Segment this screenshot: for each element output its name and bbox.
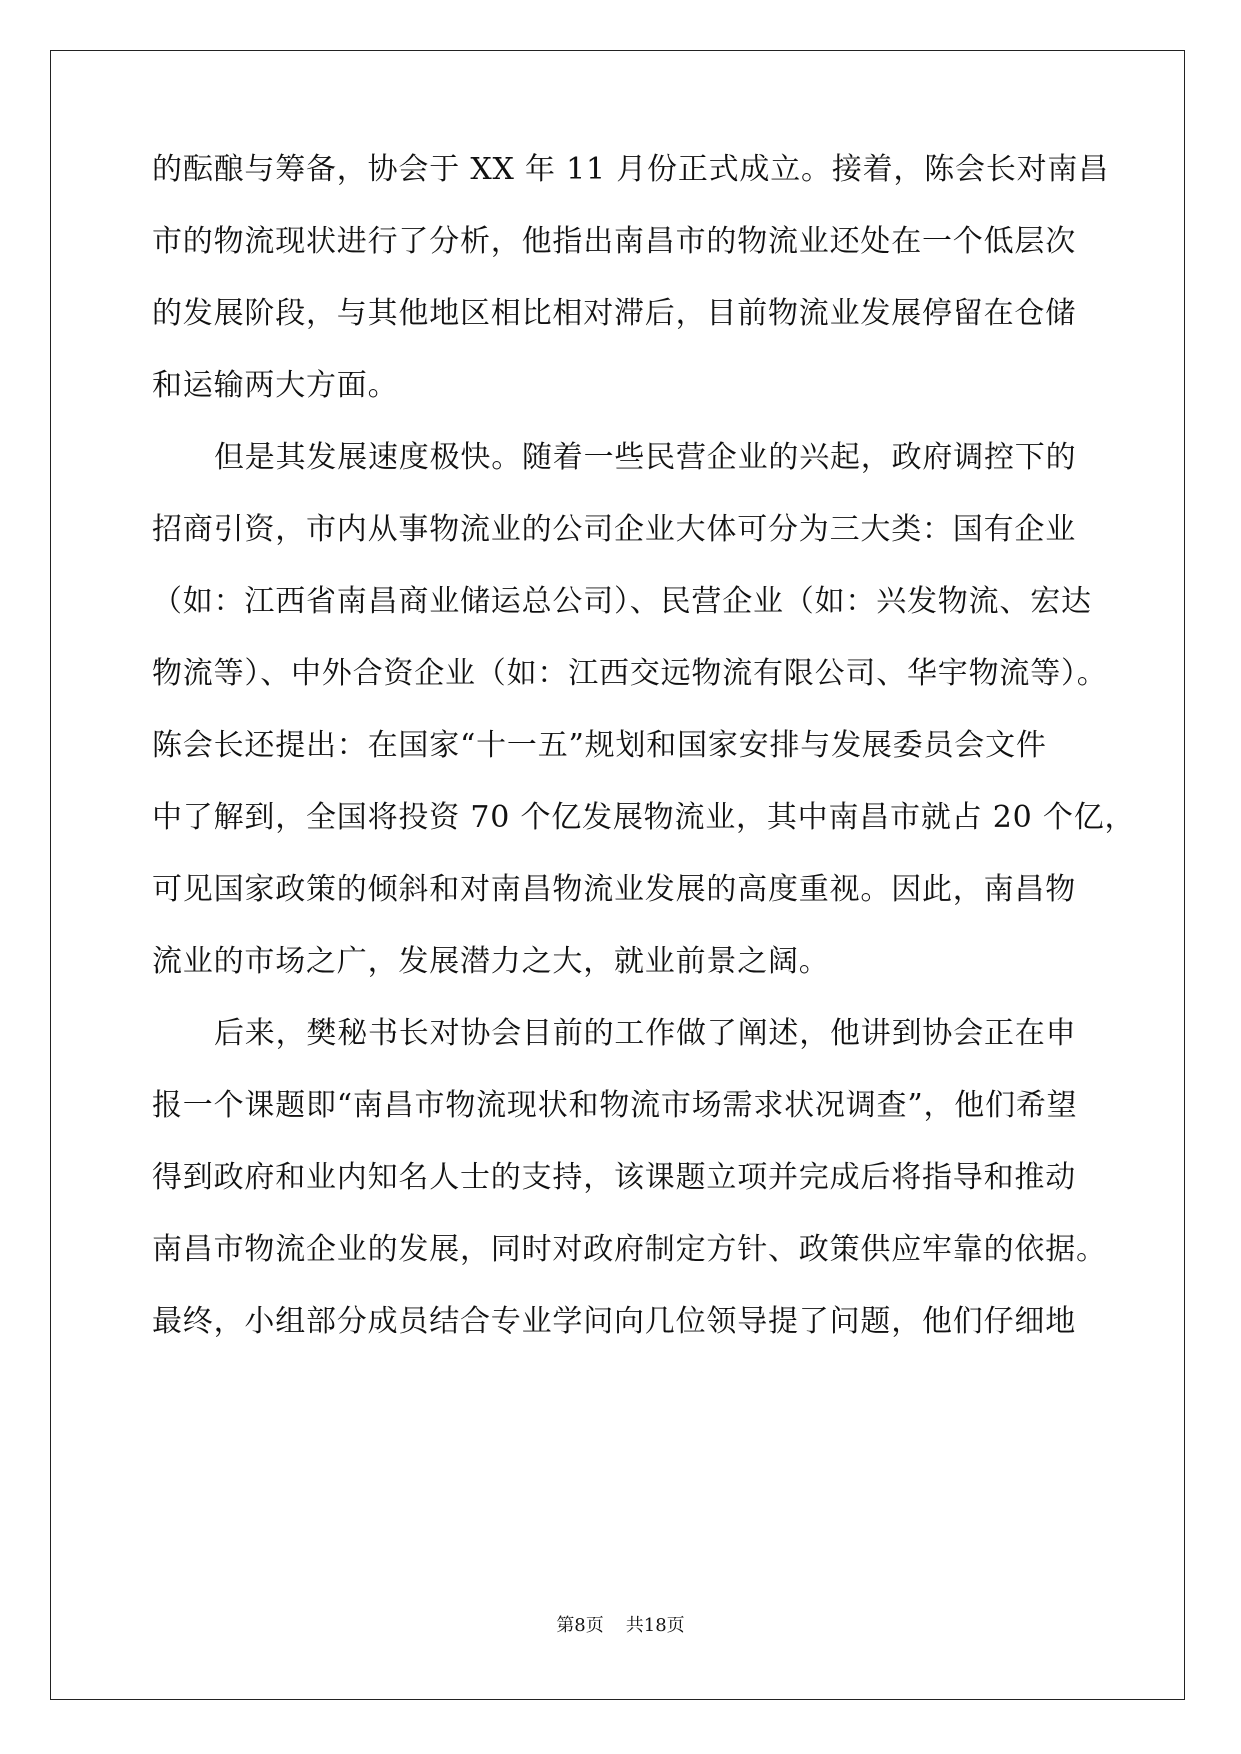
body-line-3: 的发展阶段，与其他地区相比相对滞后，目前物流业发展停留在仓储 [152, 296, 1076, 331]
body-line-12: 流业的市场之广，发展潜力之大，就业前景之阔。 [152, 944, 830, 979]
body-line-8: 物流等）、中外合资企业（如：江西交远物流有限公司、华宇物流等）。 [152, 656, 1108, 691]
body-line-16: 南昌市物流企业的发展，同时对政府制定方针、政策供应牢靠的依据。 [152, 1232, 1107, 1267]
body-line-10: 中了解到，全国将投资 70 个亿发展物流业，其中南昌市就占 20 个亿， [152, 800, 1136, 835]
current-page-label: 第8页 [556, 1615, 604, 1636]
body-line-2: 市的物流现状进行了分析，他指出南昌市的物流业还处在一个低层次 [152, 224, 1076, 259]
body-line-17: 最终，小组部分成员结合专业学问向几位领导提了问题，他们仔细地 [152, 1304, 1076, 1339]
body-line-14: 报一个课题即“南昌市物流现状和物流市场需求状况调查”，他们希望 [152, 1088, 1078, 1123]
body-line-15: 得到政府和业内知名人士的支持，该课题立项并完成后将指导和推动 [152, 1160, 1076, 1195]
total-pages-label: 共18页 [625, 1615, 685, 1636]
paragraph-3-first-line: 后来，樊秘书长对协会目前的工作做了阐述，他讲到协会正在申 [214, 1016, 1077, 1051]
body-line-7: （如：江西省南昌商业储运总公司）、民营企业（如：兴发物流、宏达 [152, 584, 1092, 619]
body-line-4: 和运输两大方面。 [152, 368, 399, 403]
page-footer [0, 1614, 1241, 1638]
body-line-1: 的酝酿与筹备，协会于 XX 年 11 月份正式成立。接着，陈会长对南昌 [152, 152, 1110, 187]
paragraph-2-first-line: 但是其发展速度极快。随着一些民营企业的兴起，政府调控下的 [214, 440, 1077, 475]
body-line-6: 招商引资，市内从事物流业的公司企业大体可分为三大类：国有企业 [152, 512, 1076, 547]
body-line-11: 可见国家政策的倾斜和对南昌物流业发展的高度重视。因此，南昌物 [152, 872, 1076, 907]
body-line-9: 陈会长还提出：在国家“十一五”规划和国家安排与发展委员会文件 [152, 728, 1047, 763]
